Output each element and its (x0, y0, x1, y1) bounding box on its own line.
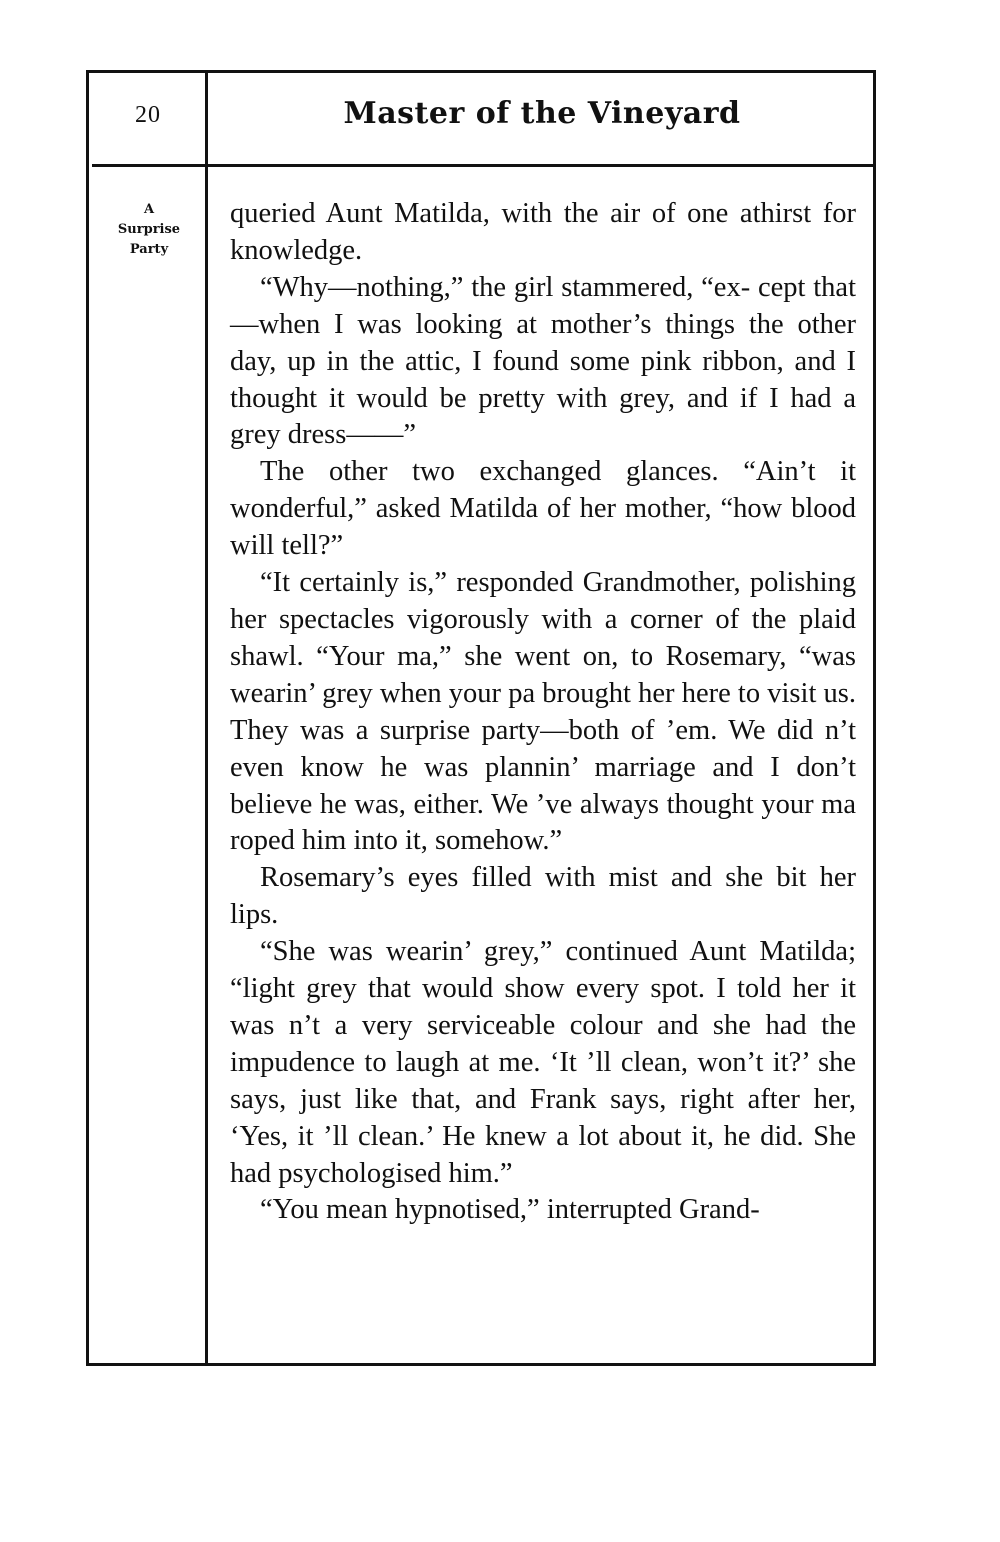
sidenote-line: Surprise (117, 222, 181, 237)
margin-sidenote (96, 200, 202, 260)
paragraph: “She was wearin’ grey,” continued Aunt Matilda; “light grey that would show every spot. I told her it was n’t a very serviceable colour and she had the impudence to laugh at me. ‘It ’ll clean, won’t it?’ she says, just like that, and Frank says, right after her, ‘Yes, it ’ll clean.’ He knew a lot about it, he did. She had psychologised him.” (230, 936, 856, 1189)
page-number: 20 (135, 102, 161, 128)
paragraph: “You mean hypnotised,” interrupted Grand- (260, 1194, 760, 1226)
margin-divider (205, 72, 208, 1364)
paragraph: The other two exchanged glances. “Ain’t it wonderful,” asked Matilda of her mother, “how blood will tell?” (230, 456, 856, 562)
running-title: Master of the Vineyard (343, 96, 741, 131)
paragraph: “Why—nothing,” the girl stammered, “ex- cept that—when I was looking at mother’s things the other day, up in the attic, I found some pink ribbon, and I thought it would be pretty with grey, and if I had a grey dress——” (230, 271, 856, 451)
sidenote-line: Party (129, 242, 169, 257)
paragraph: Rosemary’s eyes filled with mist and she bit her lips. (230, 862, 856, 931)
sidenote-line: A (143, 202, 155, 217)
header-divider (92, 164, 874, 167)
paragraph: “It certainly is,” responded Grandmother, polishing her spectacles vigorously with a corner of the plaid shawl. “Your ma,” she went on, to Rosemary, “was wearin’ grey when your pa brought her here to visit us. They was a surprise party—both of ’em. We did n’t even know he was plannin’ marriage and I don’t believe he was, either. We ’ve always thought your ma roped him into it, somehow.” (230, 567, 856, 857)
body-text (230, 196, 856, 1229)
paragraph: queried Aunt Matilda, with the air of one athirst for knowledge. (230, 198, 856, 266)
